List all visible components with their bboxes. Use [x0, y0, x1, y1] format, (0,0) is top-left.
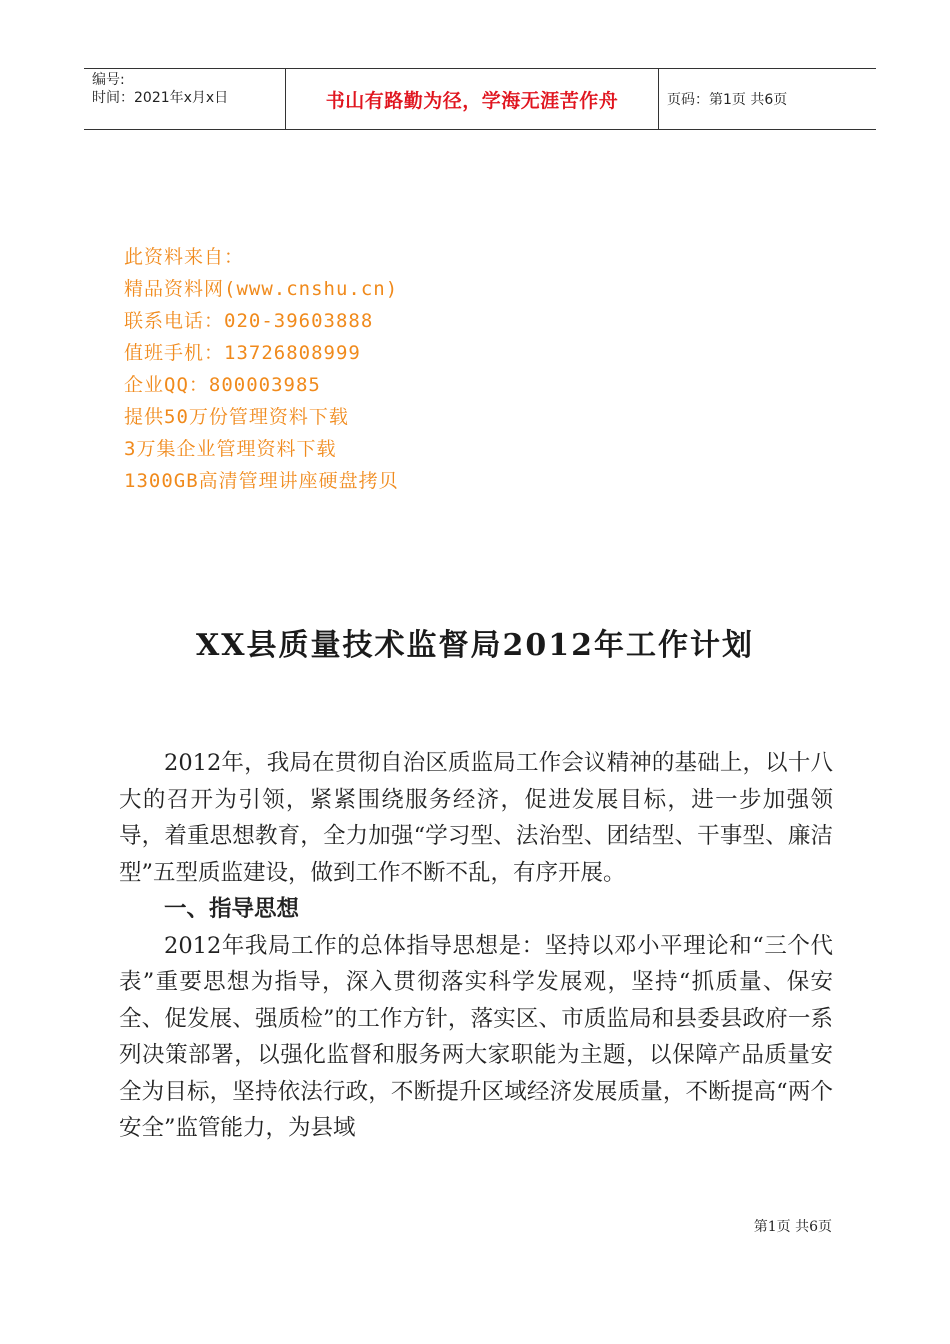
promo-line: 3万集企业管理资料下载	[124, 438, 337, 460]
promo-line: 此资料来自：	[124, 246, 245, 268]
header-motto: 书山有路勤为径，学海无涯苦作舟	[286, 69, 659, 129]
promo-line: 值班手机：13726808999	[124, 342, 361, 364]
header-page-info: 页码：第1页 共6页	[667, 92, 788, 108]
serial-label: 编号:	[92, 72, 125, 88]
promo-block	[124, 241, 399, 497]
date-label: 时间：2021年x月x日	[92, 90, 229, 106]
document-header	[84, 68, 876, 130]
promo-line: 联系电话：020-39603888	[124, 310, 374, 332]
promo-line: 企业QQ：800003985	[124, 374, 321, 396]
document-title: XX县质量技术监督局2012年工作计划	[195, 628, 755, 663]
promo-line: 精品资料网(www.cnshu.cn)	[124, 278, 399, 300]
promo-line: 1300GB高清管理讲座硬盘拷贝	[124, 470, 399, 492]
header-meta	[84, 69, 286, 129]
section-paragraph: 2012年我局工作的总体指导思想是：坚持以邓小平理论和“三个代表”重要思想为指导，深入贯彻落实科学发展观，坚持“抓质量、保安全、促发展、强质检”的工作方针，落实区、市质监局和县委县政府一系列决策部署，以强化监督和服务两大家职能为主题，以保障产品质量安全为目标，坚持依法行政，不断提升区域经济发展质量，不断提高“两个安全”监管能力，为县域	[119, 932, 833, 1141]
page-footer: 第1页 共6页	[753, 1219, 832, 1235]
intro-paragraph: 2012年，我局在贯彻自治区质监局工作会议精神的基础上，以十八大的召开为引领，紧紧围绕服务经济，促进发展目标，进一步加强领导，着重思想教育，全力加强“学习型、法治型、团结型、干事型、廉洁型”五型质监建设，做到工作不断不乱，有序开展。	[119, 750, 833, 886]
document-body	[119, 745, 833, 1147]
promo-line: 提供50万份管理资料下载	[124, 406, 349, 428]
section-heading: 一、指导思想	[164, 896, 300, 922]
